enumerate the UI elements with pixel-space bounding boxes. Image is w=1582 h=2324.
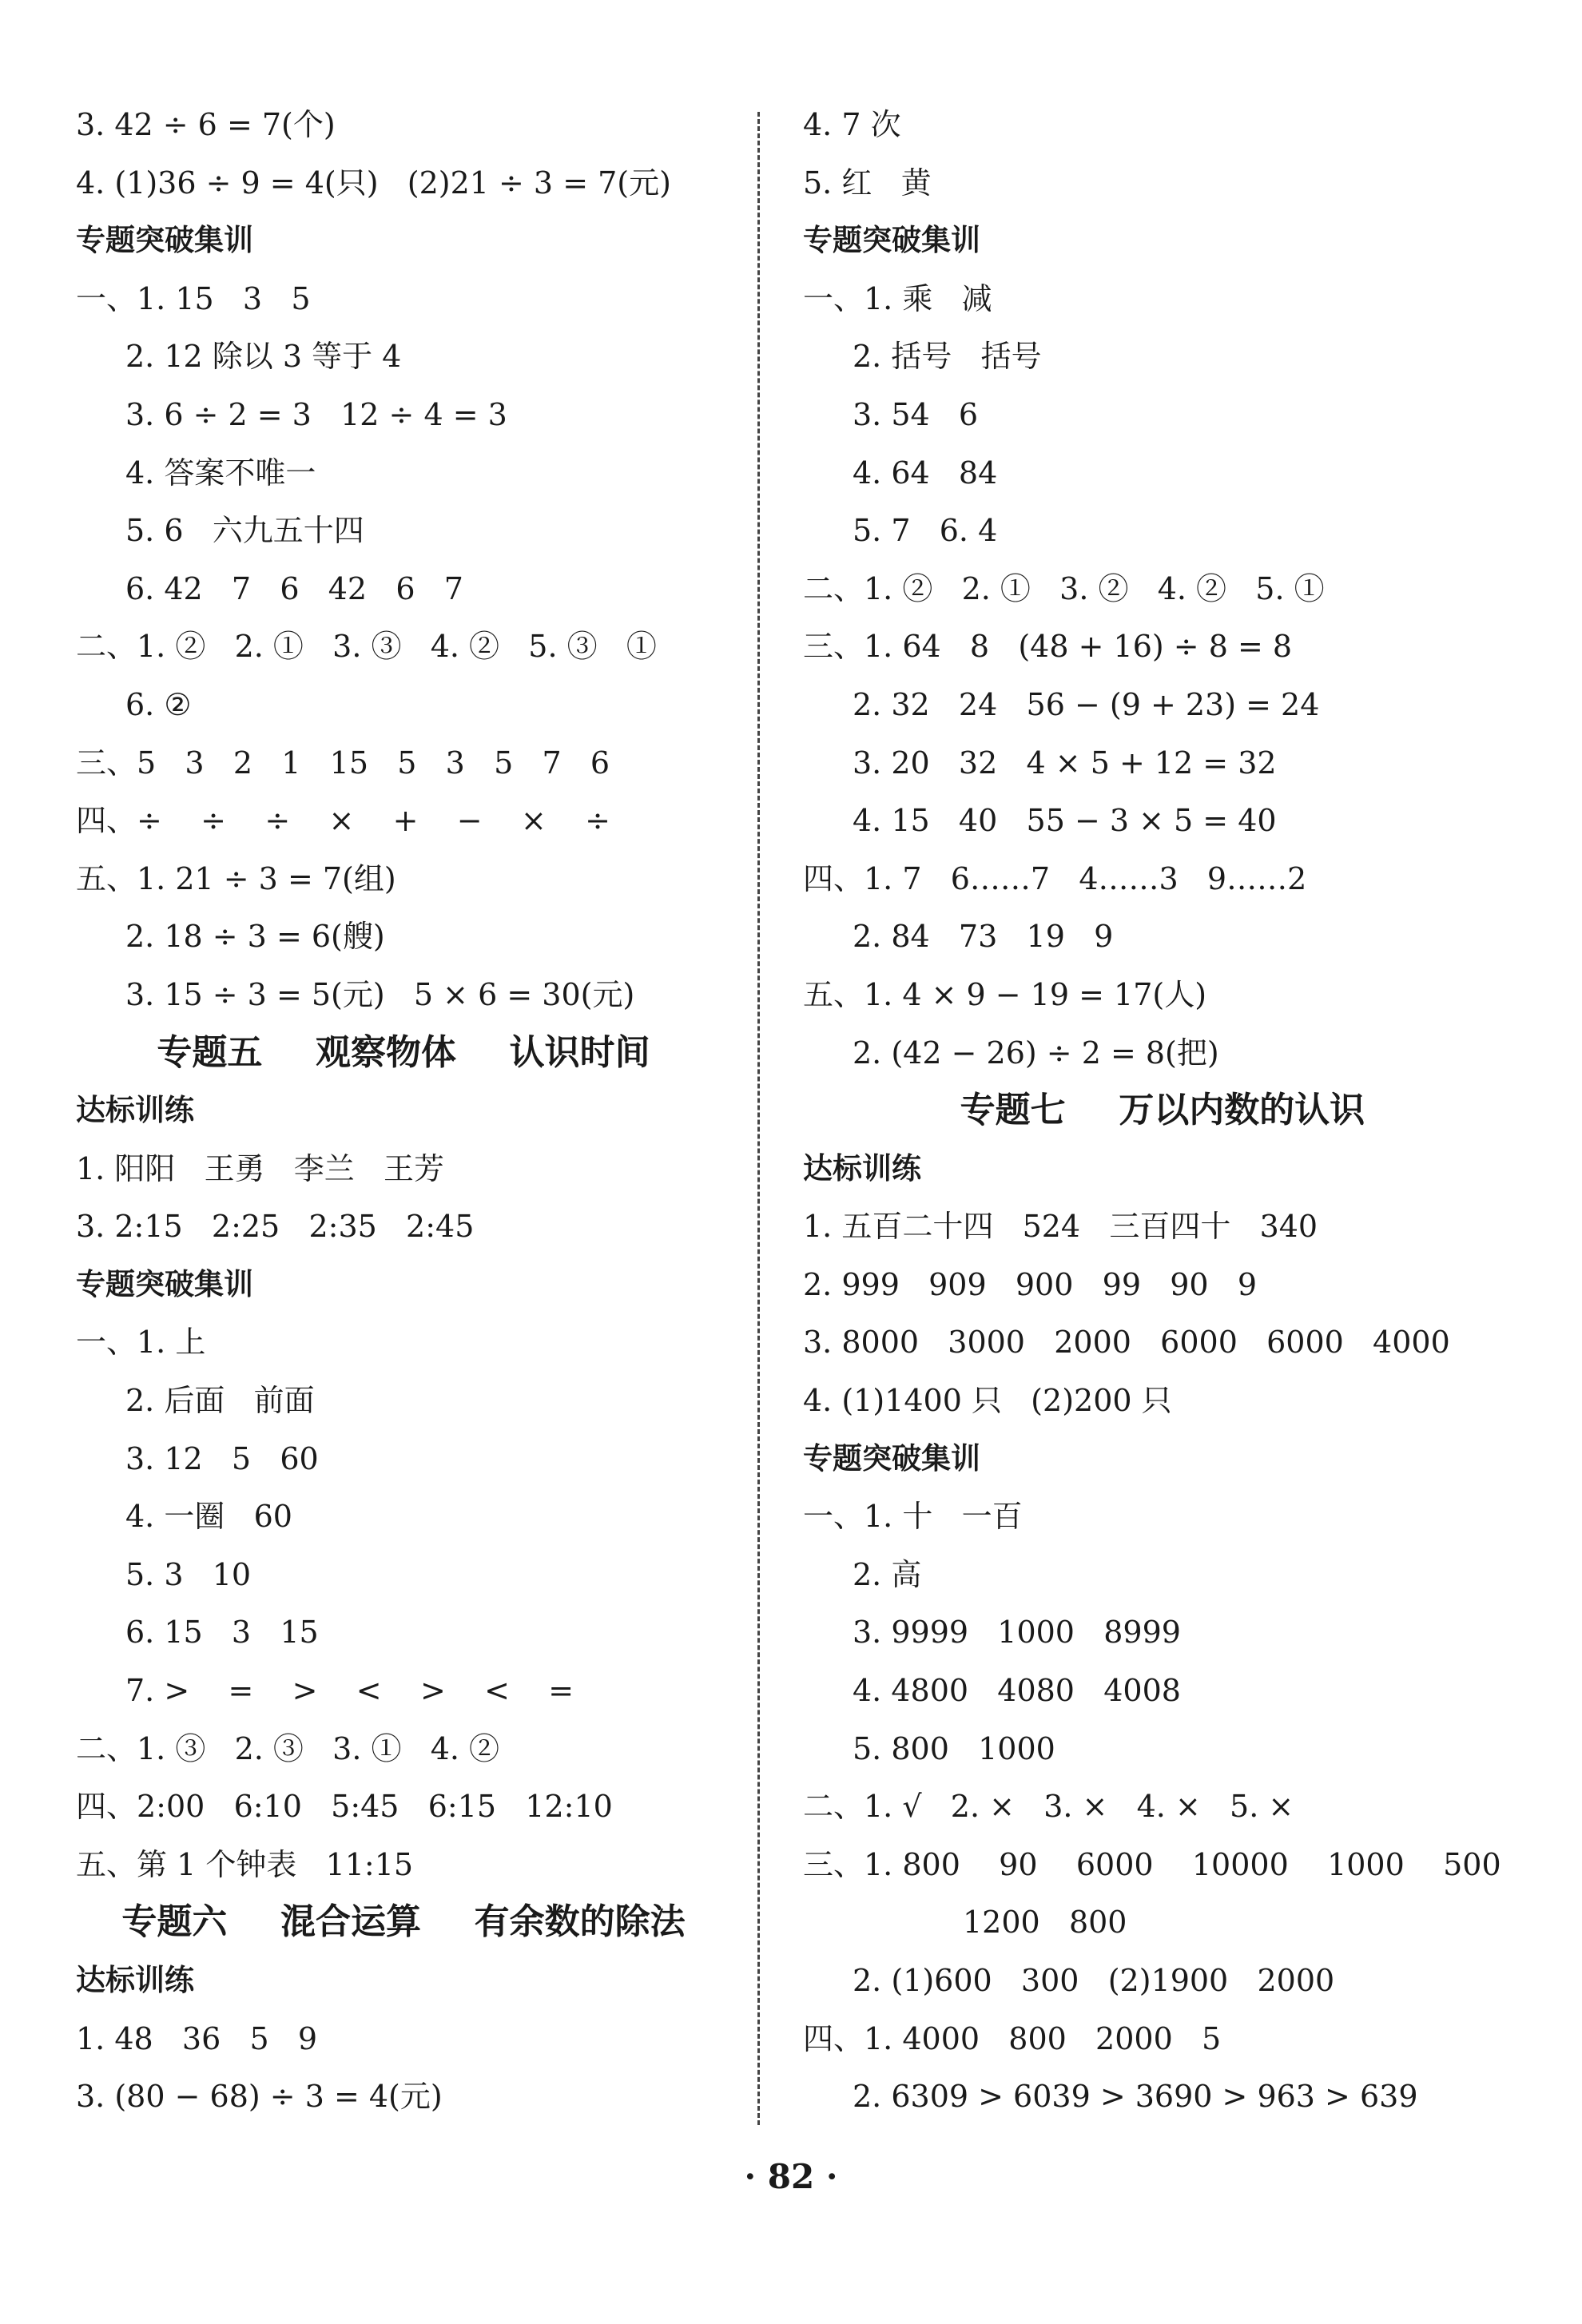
section-title: 专题五 观察物体 认识时间 — [157, 1031, 650, 1073]
answer-line: 2. 84 73 19 9 — [853, 919, 1114, 955]
answer-line: 2. 18 ÷ 3 = 6(艘) — [125, 919, 385, 955]
answer-line: 4. (1)36 ÷ 9 = 4(只) (2)21 ÷ 3 = 7(元) — [76, 165, 671, 201]
answer-line: 2. (42 − 26) ÷ 2 = 8(把) — [853, 1035, 1219, 1071]
subsection-heading: 专题突破集训 — [76, 223, 253, 258]
answer-line: 6. 15 3 15 — [125, 1615, 319, 1651]
answer-line: 3. 12 5 60 — [125, 1440, 319, 1476]
subsection-heading: 专题突破集训 — [803, 223, 980, 258]
answer-line: 一、1. 十 一百 — [803, 1499, 1023, 1535]
answer-line: 五、第 1 个钟表 11:15 — [76, 1846, 414, 1882]
subsection-heading: 达标训练 — [76, 1963, 194, 1997]
answer-line: 2. 6309 > 6039 > 3690 > 963 > 639 — [853, 2079, 1418, 2115]
answer-line: 五、1. 21 ÷ 3 = 7(组) — [76, 860, 396, 896]
answer-line: 5. 7 6. 4 — [853, 513, 998, 549]
answer-line: 1200 800 — [963, 1905, 1127, 1941]
answer-line: 4. 答案不唯一 — [125, 455, 316, 491]
answer-line: 四、÷ ÷ ÷ × + − × ÷ — [76, 803, 610, 839]
subsection-heading: 达标训练 — [803, 1150, 921, 1186]
answer-line: 3. 20 32 4 × 5 + 12 = 32 — [853, 745, 1277, 781]
answer-line: 3. 8000 3000 2000 6000 6000 4000 — [803, 1325, 1450, 1361]
answer-line: 6. 42 7 6 42 6 7 — [125, 570, 463, 606]
answer-line: 3. 6 ÷ 2 = 3 12 ÷ 4 = 3 — [125, 396, 507, 432]
left-column — [76, 96, 731, 2126]
answer-line: 1. 48 36 5 9 — [76, 2020, 318, 2056]
section-title: 专题六 混合运算 有余数的除法 — [121, 1901, 686, 1943]
answer-line: 二、1. √ 2. × 3. × 4. × 5. × — [803, 1789, 1294, 1825]
answer-line: 二、1. ② 2. ① 3. ② 4. ② 5. ① — [803, 570, 1325, 606]
answer-line: 三、1. 64 8 (48 + 16) ÷ 8 = 8 — [803, 629, 1293, 665]
answer-line: 4. 15 40 55 − 3 × 5 = 40 — [853, 803, 1277, 839]
answer-line: 四、1. 7 6……7 4……3 9……2 — [803, 860, 1307, 896]
answer-line: 3. 42 ÷ 6 = 7(个) — [76, 107, 336, 142]
section-title: 专题七 万以内数的认识 — [960, 1090, 1365, 1131]
answer-line: 5. 800 1000 — [853, 1730, 1055, 1766]
answer-line: 4. 7 次 — [803, 107, 901, 142]
answer-line: 二、1. ③ 2. ③ 3. ① 4. ② — [76, 1730, 500, 1766]
subsection-heading: 专题突破集训 — [803, 1440, 980, 1476]
answer-line: 6. ② — [125, 686, 192, 722]
answer-line: 五、1. 4 × 9 − 19 = 17(人) — [803, 976, 1207, 1012]
answer-line: 3. 9999 1000 8999 — [853, 1615, 1181, 1651]
answer-line: 2. (1)600 300 (2)1900 2000 — [853, 1963, 1335, 1998]
answer-line: 2. 括号 括号 — [853, 339, 1042, 375]
answer-line: 4. 一圈 60 — [125, 1499, 292, 1535]
answer-line: 5. 红 黄 — [803, 165, 932, 201]
answer-line: 5. 6 六九五十四 — [125, 513, 364, 549]
answer-line: 一、1. 15 3 5 — [76, 280, 311, 316]
answer-line: 三、5 3 2 1 15 5 3 5 7 6 — [76, 745, 610, 781]
answer-line: 3. 2:15 2:25 2:35 2:45 — [76, 1209, 475, 1245]
answer-line: 2. 后面 前面 — [125, 1383, 315, 1419]
answer-line: 二、1. ② 2. ① 3. ③ 4. ② 5. ③ ① — [76, 629, 657, 665]
answer-line: 一、1. 乘 减 — [803, 280, 992, 316]
answer-line: 4. 64 84 — [853, 455, 998, 491]
answer-line: 3. (80 − 68) ÷ 3 = 4(元) — [76, 2079, 443, 2115]
answer-line: 7. > = > < > < = — [125, 1673, 574, 1709]
answer-line: 四、2:00 6:10 5:45 6:15 12:10 — [76, 1789, 613, 1825]
answer-line: 5. 3 10 — [125, 1556, 252, 1592]
right-column — [803, 96, 1522, 2126]
answer-line: 3. 54 6 — [853, 396, 979, 432]
subsection-heading: 专题突破集训 — [76, 1266, 253, 1301]
answer-line: 4. (1)1400 只 (2)200 只 — [803, 1383, 1172, 1419]
column-divider — [757, 112, 760, 2125]
answer-line: 一、1. 上 — [76, 1325, 206, 1361]
answer-line: 1. 阳阳 王勇 李兰 王芳 — [76, 1150, 445, 1186]
answer-line: 1. 五百二十四 524 三百四十 340 — [803, 1209, 1318, 1245]
answer-line: 2. 999 909 900 99 90 9 — [803, 1266, 1257, 1302]
answer-line: 2. 高 — [853, 1556, 922, 1592]
answer-line: 4. 4800 4080 4008 — [853, 1673, 1181, 1709]
answer-line: 3. 15 ÷ 3 = 5(元) 5 × 6 = 30(元) — [125, 976, 635, 1012]
answer-line: 三、1. 800 90 6000 10000 1000 500 — [803, 1846, 1501, 1882]
page-number: · 82 · — [744, 2157, 838, 2196]
answer-line: 四、1. 4000 800 2000 5 — [803, 2020, 1222, 2056]
subsection-heading: 达标训练 — [76, 1093, 194, 1128]
answer-line: 2. 32 24 56 − (9 + 23) = 24 — [853, 686, 1320, 722]
answer-line: 2. 12 除以 3 等于 4 — [125, 339, 402, 375]
